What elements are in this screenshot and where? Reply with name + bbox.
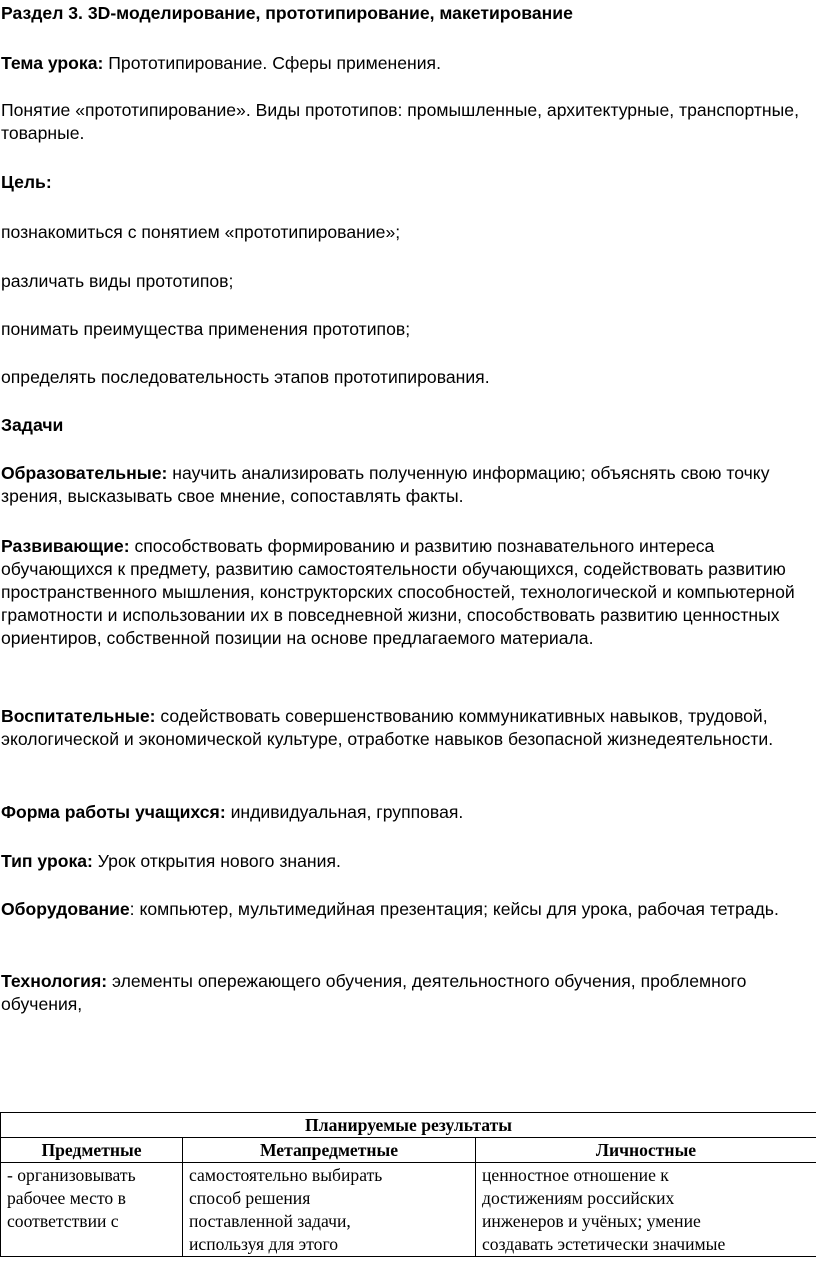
- results-table: [0, 1112, 816, 1257]
- developing-text: способствовать формированию и развитию познавательного интереса обучающихся к предмету, развитию самостоятельности обучающихся, содействовать развитию пространственного мышления, конструкторских способностей, технологической и компьютерной грамотности и использовании их в повседневной жизни, способствовать развитию ценностных ориентиров, собственной позиции на основе предлагаемого материала.: [1, 536, 795, 648]
- results-header-row: [1, 1138, 816, 1163]
- developing-label: Развивающие:: [1, 536, 130, 556]
- goal-item: определять последовательность этапов прототипирования.: [1, 367, 490, 387]
- results-title-row: [1, 1113, 816, 1138]
- educational-text: научить анализировать полученную информацию; объяснять свою точку зрения, высказывать свое мнение, сопоставлять факты.: [1, 463, 770, 506]
- goal-label: Цель:: [1, 172, 52, 192]
- tasks-label: Задачи: [1, 415, 64, 435]
- technology-line: [0, 970, 791, 1016]
- equipment-label: Оборудование: [1, 899, 130, 919]
- upbringing-label: Воспитательные:: [1, 706, 156, 726]
- goal-item: понимать преимущества применения прототипов;: [1, 319, 411, 339]
- tasks-educational: [0, 462, 813, 508]
- header-subject: Предметные: [1, 1138, 183, 1163]
- educational-label: Образовательные:: [1, 463, 168, 483]
- goal-item: различать виды прототипов;: [1, 271, 234, 291]
- work-form-text: индивидуальная, групповая.: [225, 802, 464, 822]
- topic-text: Прототипирование. Сферы применения.: [103, 53, 441, 73]
- equipment-line: [0, 898, 791, 921]
- work-form-line: [0, 801, 463, 824]
- cell-subject: - организовывать рабочее место в соответствии с: [1, 1163, 183, 1257]
- technology-label: Технология:: [1, 971, 108, 991]
- concept-paragraph: Понятие «прототипирование». Виды прототипов: промышленные, архитектурные, транспортные, товарные.: [1, 100, 799, 143]
- technology-text: элементы опережающего обучения, деятельностного обучения, проблемного обучения,: [1, 971, 747, 1014]
- results-title: Планируемые результаты: [1, 1113, 816, 1138]
- topic-label: Тема урока:: [1, 53, 104, 73]
- tasks-upbringing: [0, 705, 816, 751]
- header-metasubject: Метапредметные: [183, 1138, 476, 1163]
- lesson-type-label: Тип урока:: [1, 851, 93, 871]
- topic-line: [0, 52, 441, 75]
- work-form-label: Форма работы учащихся:: [1, 802, 226, 822]
- header-personal: Личностные: [476, 1138, 816, 1163]
- cell-personal: ценностное отношение к достижениям российских инженеров и учёных; умение создавать эстетически значимые: [476, 1163, 816, 1257]
- table-row: [1, 1163, 816, 1257]
- lesson-type-text: Урок открытия нового знания.: [92, 851, 341, 871]
- cell-metasubject: самостоятельно выбирать способ решения поставленной задачи, используя для этого: [183, 1163, 476, 1257]
- section-heading: Раздел 3. 3D-моделирование, прототипирование, макетирование: [1, 3, 573, 23]
- goal-item: познакомиться с понятием «прототипирование»;: [1, 222, 401, 242]
- equipment-text: : компьютер, мультимедийная презентация; кейсы для урока, рабочая тетрадь.: [129, 899, 779, 919]
- lesson-type-line: [0, 850, 341, 873]
- upbringing-text: содействовать совершенствованию коммуникативных навыков, трудовой, экологической и экономической культуре, отработке навыков безопасной жизнедеятельности.: [1, 706, 774, 749]
- tasks-developing: [0, 535, 813, 650]
